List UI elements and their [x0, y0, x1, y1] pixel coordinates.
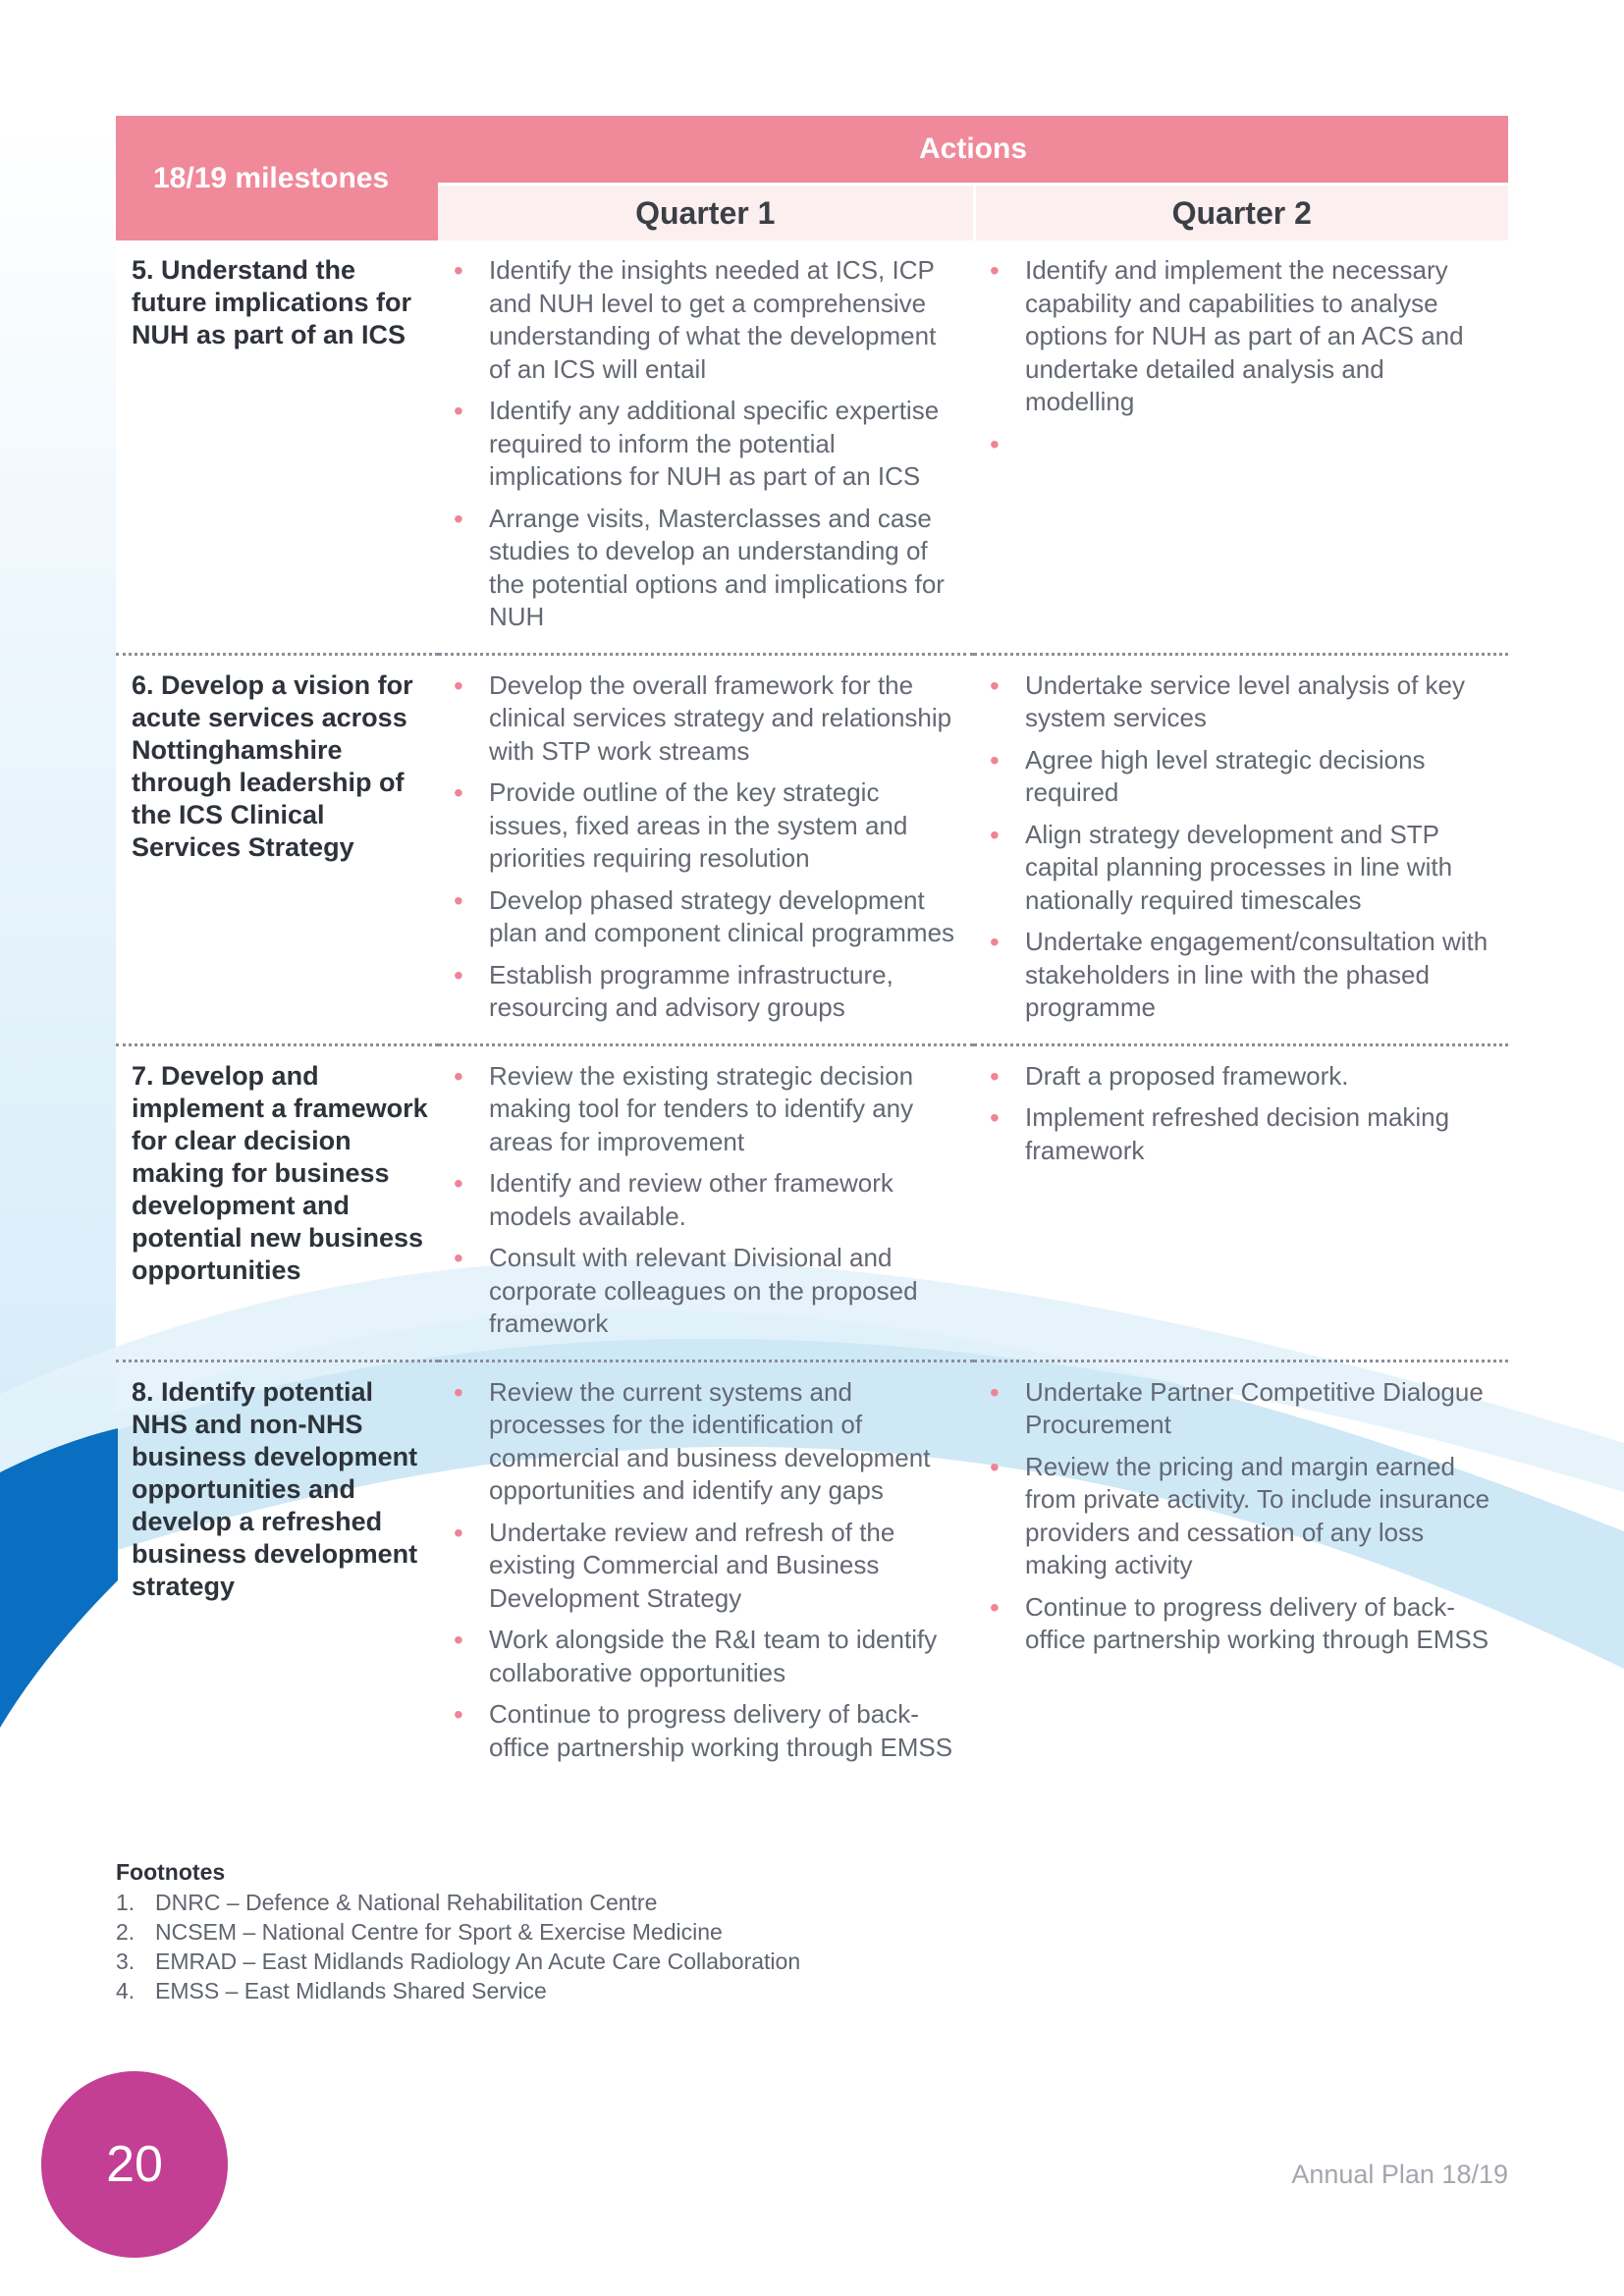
- action-list: [452, 254, 960, 634]
- table-row-milestone-8: [116, 1361, 1508, 1783]
- action-item: • Align strategy development and STP capital planning processes in line with nationally required timescales: [988, 819, 1494, 918]
- table-row-milestone-5: [116, 240, 1508, 654]
- action-item: • Identify and implement the necessary capability and capabilities to analyse options for NUH as part of an ACS and undertake detailed analysis and modelling: [988, 254, 1494, 419]
- quarter2-header: Quarter 2: [974, 185, 1508, 241]
- milestones-column-header: 18/19 milestones: [116, 116, 438, 240]
- action-item: • Draft a proposed framework.: [988, 1060, 1494, 1094]
- action-item: • Undertake Partner Competitive Dialogue Procurement: [988, 1376, 1494, 1442]
- action-item: • Establish programme infrastructure, resourcing and advisory groups: [452, 959, 960, 1025]
- action-item: • Review the existing strategic decision making tool for tenders to identify any areas for improvement: [452, 1060, 960, 1159]
- quarter2-actions-cell: [974, 654, 1508, 1044]
- action-item: • Continue to progress delivery of back-office partnership working through EMSS: [988, 1591, 1494, 1657]
- footnote-number: 3.: [116, 1949, 135, 1974]
- milestone-cell: 5. Understand the future implications for NUH as part of an ICS: [132, 255, 412, 349]
- footnote-number: 4.: [116, 1978, 135, 2003]
- footnote-number: 2.: [116, 1919, 135, 1945]
- action-list: [452, 1060, 960, 1341]
- quarter1-actions-cell: [438, 1044, 974, 1361]
- action-item: • Work alongside the R&I team to identify collaborative opportunities: [452, 1624, 960, 1689]
- action-item: • Identify any additional specific expertise required to inform the potential implications for NUH as part of an ICS: [452, 395, 960, 494]
- quarter2-actions-cell: [974, 240, 1508, 654]
- action-list: [988, 669, 1494, 1025]
- action-item: • Arrange visits, Masterclasses and case studies to develop an understanding of the potential options and implications for NUH: [452, 503, 960, 634]
- action-item: • Continue to progress delivery of back-office partnership working through EMSS: [452, 1698, 960, 1764]
- action-item: • Develop the overall framework for the clinical services strategy and relationship with STP work streams: [452, 669, 960, 769]
- action-list: [988, 1376, 1494, 1657]
- table-row-milestone-6: [116, 654, 1508, 1044]
- footnote-number: 1.: [116, 1890, 135, 1915]
- footnote-text: EMRAD – East Midlands Radiology An Acute Care Collaboration: [155, 1949, 801, 1974]
- footnote-text: EMSS – East Midlands Shared Service: [155, 1978, 547, 2003]
- milestones-actions-table: [116, 116, 1508, 1783]
- page-content: [116, 116, 1508, 2005]
- action-item: • Identify the insights needed at ICS, ICP and NUH level to get a comprehensive understanding of what the development of an ICS will entail: [452, 254, 960, 386]
- document-footer-title: Annual Plan 18/19: [1291, 2160, 1508, 2189]
- quarter1-header: Quarter 1: [438, 185, 974, 241]
- quarter1-actions-cell: [438, 240, 974, 654]
- action-item: • Develop phased strategy development plan and component clinical programmes: [452, 884, 960, 950]
- action-item: • Consult with relevant Divisional and corporate colleagues on the proposed framework: [452, 1242, 960, 1341]
- action-item: • Identify and review other framework models available.: [452, 1167, 960, 1233]
- footnote-item: [116, 1888, 1508, 1917]
- action-item: • Review the current systems and processes for the identification of commercial and business development opportunities and identify any gaps: [452, 1376, 960, 1508]
- action-list: [452, 669, 960, 1025]
- milestone-cell: 7. Develop and implement a framework for clear decision making for business development and potential new business opportunities: [116, 1044, 438, 1361]
- quarter1-actions-cell: [438, 1361, 974, 1783]
- dark-blue-wave: [0, 1428, 118, 1728]
- page-number-badge: [41, 2071, 228, 2258]
- action-item: • Undertake service level analysis of key system services: [988, 669, 1494, 735]
- action-item: • Undertake review and refresh of the existing Commercial and Business Development Strategy: [452, 1517, 960, 1616]
- action-list: [988, 254, 1494, 419]
- milestone-cell: 8. Identify potential NHS and non-NHS business development opportunities and develop a refreshed business development strategy: [116, 1361, 438, 1783]
- footnote-item: [116, 1917, 1508, 1947]
- footnotes-list: [116, 1888, 1508, 2005]
- page-number: 20: [106, 2136, 163, 2193]
- action-item: • Undertake engagement/consultation with stakeholders in line with the phased programme: [988, 926, 1494, 1025]
- footnotes-section: [116, 1859, 1508, 2005]
- quarter2-actions-cell: [974, 1361, 1508, 1783]
- action-item: • Implement refreshed decision making framework: [988, 1101, 1494, 1167]
- footnote-text: DNRC – Defence & National Rehabilitation Centre: [155, 1890, 658, 1915]
- milestone-cell: 6. Develop a vision for acute services across Nottinghamshire through leadership of the ICS Clinical Services Strategy: [116, 654, 438, 1044]
- footnote-item: [116, 1947, 1508, 1976]
- quarter2-actions-cell: [974, 1044, 1508, 1361]
- quarter1-actions-cell: [438, 654, 974, 1044]
- action-list: [452, 1376, 960, 1765]
- action-item: • Agree high level strategic decisions required: [988, 744, 1494, 810]
- footnote-text: NCSEM – National Centre for Sport & Exercise Medicine: [155, 1919, 723, 1945]
- footnotes-title: Footnotes: [116, 1859, 226, 1885]
- actions-column-header: Actions: [438, 116, 1508, 185]
- action-item: • Provide outline of the key strategic issues, fixed areas in the system and priorities requiring resolution: [452, 776, 960, 876]
- action-item: • Review the pricing and margin earned from private activity. To include insurance providers and cessation of any loss making activity: [988, 1451, 1494, 1582]
- table-row-milestone-7: [116, 1044, 1508, 1361]
- footnote-item: [116, 1976, 1508, 2005]
- action-list: [988, 1060, 1494, 1168]
